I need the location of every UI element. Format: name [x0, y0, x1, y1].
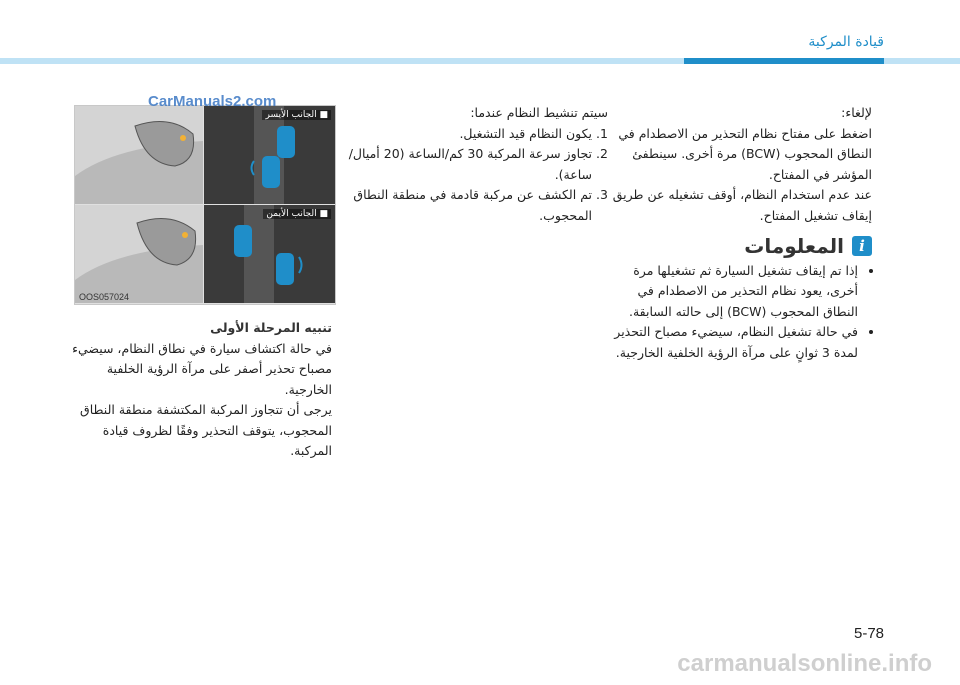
warning-lamp-icon — [180, 135, 186, 141]
panel-label-left: ■ الجانب الأيسر — [262, 110, 331, 120]
warning-lamp-icon — [182, 232, 188, 238]
notes-title: المعلومات — [744, 234, 844, 258]
left-side-scene — [204, 106, 335, 204]
header-rule — [0, 58, 960, 64]
car-icon — [234, 225, 252, 257]
mirror-illustration — [75, 106, 203, 204]
caution-line: في حالة اكتشاف سيارة في نطاق النظام، سيضيء — [72, 340, 332, 356]
caution-column — [70, 318, 332, 462]
car-icon — [276, 253, 294, 285]
right-side-scene — [204, 205, 335, 303]
cancel-heading: لإلغاء: — [841, 105, 872, 120]
figure-code: OOS057024 — [79, 292, 130, 302]
activation-step: 1. يكون النظام قيد التشغيل. — [346, 124, 592, 145]
cancel-line: المؤشر في المفتاح. — [768, 166, 872, 182]
caution-title: تنبيه المرحلة الأولى — [210, 320, 332, 335]
right-mirror-image — [75, 205, 203, 303]
panel-label-right: ■ الجانب الأيمن — [263, 209, 331, 219]
cancel-column — [606, 103, 872, 363]
bcw-figure — [74, 105, 336, 305]
notes-header — [606, 236, 872, 257]
car-icon — [262, 156, 280, 188]
activation-column — [346, 103, 608, 226]
caution-line: الخارجية. — [284, 381, 332, 397]
car-icon — [277, 126, 295, 158]
activation-heading: سيتم تنشيط النظام عندما: — [470, 105, 608, 120]
info-icon: i — [852, 236, 872, 256]
note-item: • في حالة تشغيل النظام، سيضيء مصباح التحذير لمدة 3 ثوانٍ على مرآة الرؤية الخلفية الخارجية. — [606, 322, 858, 363]
cancel-line: عند عدم استخدام النظام، أوقف تشغيله عن طريق — [612, 187, 872, 202]
mirror-illustration — [75, 205, 203, 303]
activation-step: 2. تجاوز سرعة المركبة 30 كم/الساعة (20 أميال/ساعة). — [346, 144, 592, 185]
cancel-line: اضغط على مفتاح نظام التحذير من الاصطدام في — [618, 125, 872, 141]
caution-line: المركبة. — [290, 443, 332, 458]
cancel-line: النطاق المحجوب (BCW) مرة أخرى. سينطفئ — [632, 146, 872, 161]
page-number: 5-78 — [854, 625, 885, 642]
caution-line: مصباح تحذير أصفر على مرآة الرؤية الخلفية — [106, 361, 332, 376]
note-item: • إذا تم إيقاف تشغيل السيارة ثم تشغيلها مرة أخرى، يعود نظام التحذير من الاصطدام في النطاق المحجوب (BCW) إلى حالته السابقة. — [606, 261, 858, 323]
road-scene-illustration — [204, 106, 335, 204]
notes-list — [606, 261, 872, 364]
chapter-title: قيادة المركبة — [808, 34, 884, 50]
activation-step: 3. تم الكشف عن مركبة قادمة في منطقة النطاق المحجوب. — [346, 185, 592, 226]
left-mirror-image — [75, 106, 203, 204]
cancel-line: إيقاف تشغيل المفتاح. — [759, 207, 872, 223]
activation-steps — [346, 124, 608, 227]
carmanuals-watermark: CarManuals2.com — [148, 93, 277, 110]
caution-line: يرجى أن تتجاوز المركبة المكتشفة منطقة النطاق — [80, 402, 332, 417]
road-scene-illustration — [204, 205, 335, 303]
caution-line: المحجوب، يتوقف التحذير وفقًا لظروف قيادة — [102, 422, 332, 438]
site-watermark: carmanualsonline.info — [677, 650, 932, 677]
header-rule-accent — [684, 58, 884, 64]
